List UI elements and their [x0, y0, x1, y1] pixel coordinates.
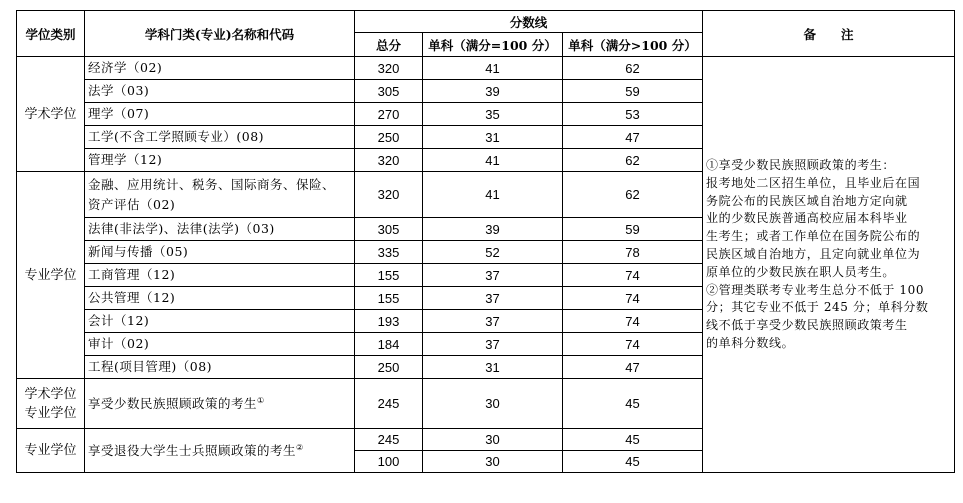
category-academic: 学术学位	[17, 57, 85, 172]
single-100-cell: 41	[423, 149, 563, 172]
single-gt100-cell: 74	[563, 333, 703, 356]
category-professional: 专业学位	[17, 172, 85, 379]
single-100-cell: 37	[423, 264, 563, 287]
single-gt100-cell: 74	[563, 264, 703, 287]
category-line: 学术学位	[24, 386, 77, 402]
single-100-cell: 31	[423, 356, 563, 379]
subject-line: 金融、应用统计、税务、国际商务、保险、	[88, 176, 336, 192]
total-cell: 184	[355, 333, 423, 356]
single-gt100-cell: 47	[563, 356, 703, 379]
subject-cell	[85, 172, 355, 218]
total-cell: 305	[355, 218, 423, 241]
footnote-mark: ①	[257, 395, 265, 405]
total-cell: 270	[355, 103, 423, 126]
category-both	[17, 379, 85, 429]
subject-cell: 经济学（02)	[85, 57, 355, 80]
single-100-cell: 39	[423, 218, 563, 241]
single-100-cell: 30	[423, 379, 563, 429]
single-gt100-cell: 74	[563, 287, 703, 310]
single-gt100-cell: 62	[563, 149, 703, 172]
total-cell: 335	[355, 241, 423, 264]
subject-cell: 新闻与传播（05)	[85, 241, 355, 264]
subject-line: 资产评估（02)	[88, 196, 176, 212]
note-line: 的单科分数线。	[706, 335, 795, 350]
score-line-table	[16, 10, 955, 473]
category-veteran: 专业学位	[17, 429, 85, 473]
subject-cell: 公共管理（12)	[85, 287, 355, 310]
total-cell: 245	[355, 379, 423, 429]
header-single-gt100: 单科（满分>100 分）	[563, 33, 703, 57]
note-line: ①享受少数民族照顾政策的考生：	[706, 158, 896, 172]
single-100-cell: 39	[423, 80, 563, 103]
header-subject: 学科门类(专业)名称和代码	[85, 11, 355, 57]
subject-cell: 管理学（12)	[85, 149, 355, 172]
note-line: ②管理类联考专业考生总分不低于 100	[706, 282, 925, 297]
single-100-cell: 37	[423, 287, 563, 310]
total-cell: 193	[355, 310, 423, 333]
subject-cell: 审计（02)	[85, 333, 355, 356]
header-score-line: 分数线	[355, 11, 703, 33]
single-gt100-cell: 45	[563, 429, 703, 451]
header-remarks: 备 注	[703, 11, 955, 57]
header-total: 总分	[355, 33, 423, 57]
subject-cell: 工学(不含工学照顾专业）(08)	[85, 126, 355, 149]
single-100-cell: 41	[423, 172, 563, 218]
total-cell: 245	[355, 429, 423, 451]
subject-cell: 法律(非法学)、法律(法学)（03)	[85, 218, 355, 241]
subject-cell	[85, 429, 355, 473]
single-gt100-cell: 53	[563, 103, 703, 126]
note-line: 原单位的少数民族在职人员考生。	[706, 264, 896, 279]
single-gt100-cell: 62	[563, 172, 703, 218]
single-100-cell: 31	[423, 126, 563, 149]
subject-cell: 工程(项目管理)（08)	[85, 356, 355, 379]
header-single-100: 单科（满分=100 分）	[423, 33, 563, 57]
note-line: 务院公布的民族区域自治地方定向就	[706, 193, 908, 208]
total-cell: 320	[355, 172, 423, 218]
total-cell: 155	[355, 264, 423, 287]
single-100-cell: 30	[423, 451, 563, 473]
single-100-cell: 52	[423, 241, 563, 264]
table-row	[17, 57, 955, 80]
single-100-cell: 35	[423, 103, 563, 126]
total-cell: 250	[355, 126, 423, 149]
single-gt100-cell: 45	[563, 451, 703, 473]
single-100-cell: 30	[423, 429, 563, 451]
single-gt100-cell: 45	[563, 379, 703, 429]
note-line: 分；其它专业不低于 245 分；单科分数	[706, 300, 929, 315]
single-gt100-cell: 74	[563, 310, 703, 333]
footnote-mark: ②	[296, 442, 304, 452]
subject-text: 享受少数民族照顾政策的考生	[88, 395, 258, 411]
single-100-cell: 37	[423, 333, 563, 356]
subject-cell	[85, 379, 355, 429]
total-cell: 100	[355, 451, 423, 473]
total-cell: 320	[355, 149, 423, 172]
total-cell: 155	[355, 287, 423, 310]
single-gt100-cell: 62	[563, 57, 703, 80]
note-line: 线不低于享受少数民族照顾政策考生	[706, 318, 908, 333]
single-100-cell: 37	[423, 310, 563, 333]
single-gt100-cell: 59	[563, 80, 703, 103]
single-gt100-cell: 78	[563, 241, 703, 264]
total-cell: 320	[355, 57, 423, 80]
header-category: 学位类别	[17, 11, 85, 57]
category-line: 专业学位	[24, 405, 77, 421]
subject-cell: 会计（12)	[85, 310, 355, 333]
subject-text: 享受退役大学生士兵照顾政策的考生	[88, 442, 297, 458]
single-100-cell: 41	[423, 57, 563, 80]
note-line: 生考生；或者工作单位在国务院公布的	[706, 229, 921, 244]
single-gt100-cell: 47	[563, 126, 703, 149]
subject-cell: 理学（07)	[85, 103, 355, 126]
note-line: 报考地处二区招生单位，且毕业后在国	[706, 175, 921, 190]
subject-cell: 工商管理（12)	[85, 264, 355, 287]
subject-cell: 法学（03)	[85, 80, 355, 103]
total-cell: 250	[355, 356, 423, 379]
single-gt100-cell: 59	[563, 218, 703, 241]
note-line: 民族区域自治地方，且定向就业单位为	[706, 246, 921, 261]
remarks-cell	[703, 57, 955, 473]
total-cell: 305	[355, 80, 423, 103]
note-line: 业的少数民族普通高校应届本科毕业	[706, 211, 908, 226]
